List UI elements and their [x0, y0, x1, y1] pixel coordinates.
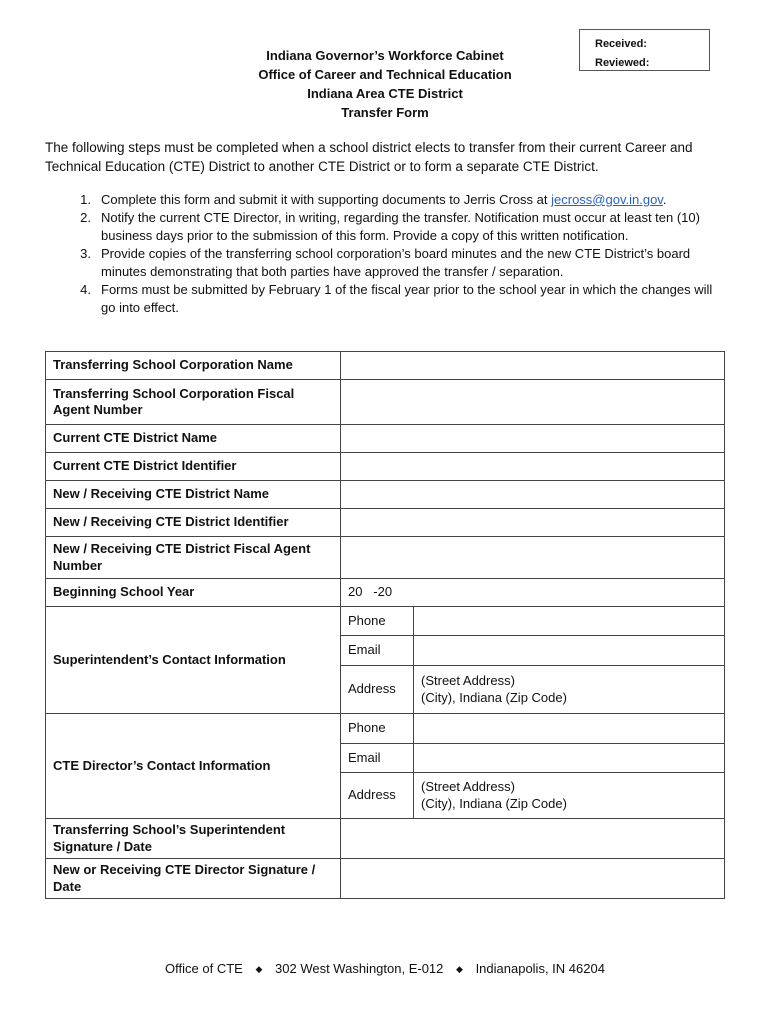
intro-paragraph: The following steps must be completed when a school district elects to transfer from their current Career and Technical Education (CTE) District to another CTE District or to form a separate CTE District.	[45, 140, 693, 174]
table-row	[46, 537, 725, 579]
new-district-name-field[interactable]	[341, 481, 725, 509]
director-contact-label: CTE Director’s Contact Information	[46, 714, 341, 819]
school-year-label: Beginning School Year	[46, 579, 341, 607]
new-district-name-label: New / Receiving CTE District Name	[46, 481, 341, 509]
supt-email-field[interactable]	[414, 636, 725, 666]
city-placeholder: (City), Indiana (Zip Code)	[421, 689, 567, 705]
title-line-1: Indiana Governor’s Workforce Cabinet	[266, 48, 504, 63]
step-number: 1.	[80, 192, 91, 207]
new-district-id-field[interactable]	[341, 509, 725, 537]
current-district-name-field[interactable]	[341, 425, 725, 453]
supt-signature-label: Transferring School’s Superintendent Signature / Date	[46, 819, 341, 859]
title-line-4: Transfer Form	[341, 105, 429, 120]
current-district-id-label: Current CTE District Identifier	[46, 453, 341, 481]
step-text: Provide copies of the transferring school corporation’s board minutes and the new CTE District’s board minutes demonstrating that both parties have approved the transfer / separation.	[101, 246, 691, 279]
table-row	[46, 859, 725, 899]
list-item	[45, 245, 725, 281]
supt-phone-field[interactable]	[414, 607, 725, 636]
director-phone-field[interactable]	[414, 714, 725, 744]
footer-office: Office of CTE	[165, 961, 243, 976]
list-item	[45, 191, 725, 209]
director-email-label: Email	[341, 744, 414, 773]
transferring-name-label: Transferring School Corporation Name	[46, 352, 341, 380]
table-row	[46, 509, 725, 537]
table-row	[46, 579, 725, 607]
steps-list	[45, 191, 725, 317]
table-row	[46, 425, 725, 453]
page-title	[200, 46, 570, 122]
new-fiscal-field[interactable]	[341, 537, 725, 579]
table-row	[46, 380, 725, 425]
diamond-icon: ◆	[255, 964, 263, 974]
supt-signature-field[interactable]	[341, 819, 725, 859]
current-district-id-field[interactable]	[341, 453, 725, 481]
new-district-id-label: New / Receiving CTE District Identifier	[46, 509, 341, 537]
title-line-2: Office of Career and Technical Education	[258, 67, 512, 82]
transferring-fiscal-field[interactable]	[341, 380, 725, 425]
reviewed-label: Reviewed:	[595, 57, 650, 69]
supt-email-label: Email	[341, 636, 414, 666]
step-text: Complete this form and submit it with supporting documents to Jerris Cross at	[101, 192, 552, 207]
director-signature-label: New or Receiving CTE Director Signature / Date	[46, 859, 341, 899]
supt-address-field[interactable]	[414, 666, 725, 714]
director-email-field[interactable]	[414, 744, 725, 773]
supt-contact-label: Superintendent’s Contact Information	[46, 607, 341, 714]
step-text: Forms must be submitted by February 1 of the fiscal year prior to the school year in which the changes will go into effect.	[101, 282, 713, 315]
received-reviewed-box	[579, 29, 710, 71]
table-row	[46, 714, 725, 744]
table-row	[46, 352, 725, 380]
step-number: 3.	[80, 246, 91, 261]
supt-phone-label: Phone	[341, 607, 414, 636]
street-placeholder: (Street Address)	[421, 779, 515, 794]
transferring-name-field[interactable]	[341, 352, 725, 380]
street-placeholder: (Street Address)	[421, 673, 515, 688]
step-number: 4.	[80, 282, 91, 297]
received-label: Received:	[595, 38, 647, 50]
step-number: 2.	[80, 210, 91, 225]
director-address-label: Address	[341, 773, 414, 819]
table-row	[46, 453, 725, 481]
table-row	[46, 481, 725, 509]
step-text: Notify the current CTE Director, in writing, regarding the transfer. Notification must occur at least ten (10) business days prior to the submission of this form. Provide a copy of this written notification.	[101, 210, 700, 243]
director-signature-field[interactable]	[341, 859, 725, 899]
supt-address-label: Address	[341, 666, 414, 714]
footer-city: Indianapolis, IN 46204	[475, 961, 605, 976]
list-item	[45, 281, 725, 317]
current-district-name-label: Current CTE District Name	[46, 425, 341, 453]
school-year-field[interactable]: 20 -20	[341, 579, 725, 607]
director-phone-label: Phone	[341, 714, 414, 744]
footer-address: 302 West Washington, E-012	[275, 961, 444, 976]
director-address-field[interactable]	[414, 773, 725, 819]
city-placeholder: (City), Indiana (Zip Code)	[421, 795, 567, 811]
transfer-form-table	[45, 351, 725, 899]
table-row	[46, 607, 725, 636]
diamond-icon: ◆	[456, 964, 463, 974]
transferring-fiscal-label: Transferring School Corporation Fiscal Agent Number	[46, 380, 341, 425]
table-row	[46, 819, 725, 859]
new-fiscal-label: New / Receiving CTE District Fiscal Agent Number	[46, 537, 341, 579]
title-line-3: Indiana Area CTE District	[307, 86, 463, 101]
email-link[interactable]: jecross@gov.in.gov	[551, 192, 663, 207]
step-text-end: .	[662, 192, 667, 207]
footer	[0, 961, 770, 976]
list-item	[45, 209, 725, 245]
